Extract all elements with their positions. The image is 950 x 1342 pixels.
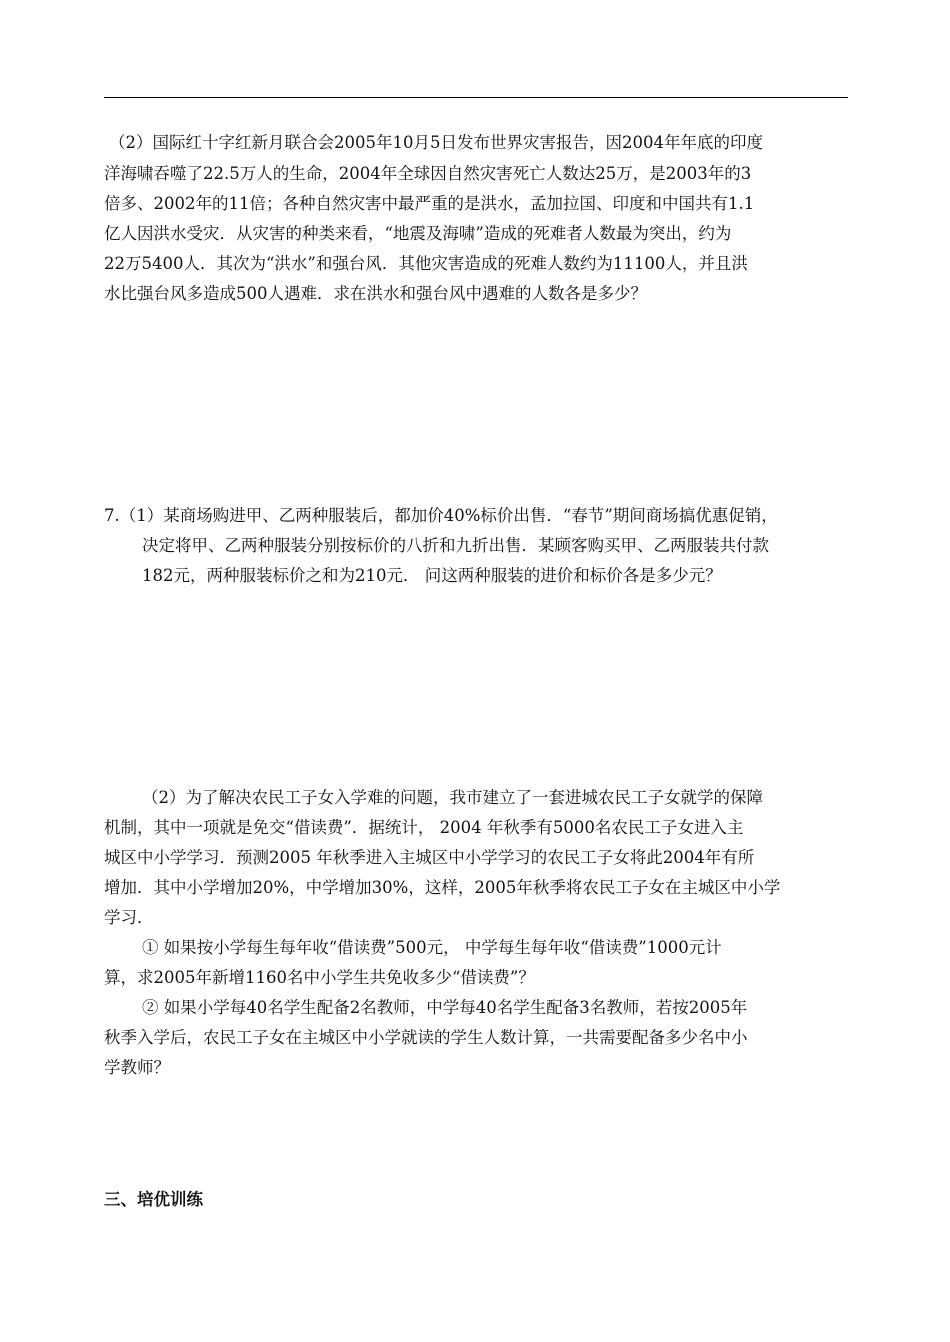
p7-2-line-4: 增加．其中小学增加20%，中学增加30%，这样，2005年秋季将农民工子女在主城区中小学 [104, 878, 781, 897]
header-rule [104, 97, 848, 98]
p7-1-line-1: 7.（1）某商场购进甲、乙两种服装后，都加价40%标价出售．“春节”期间商场搞优惠促销， [104, 506, 778, 525]
p7-2-line-1: （2）为了解决农民工子女入学难的问题，我市建立了一套进城农民工子女就学的保障 [142, 788, 763, 807]
p7-2-subq2-line-3: 学教师？ [104, 1058, 170, 1077]
p6-2-line-2: 洋海啸吞噬了22.5万人的生命，2004年全球因自然灾害死亡人数达25万，是2003年的3 [104, 164, 752, 183]
section-heading: 三、培优训练 [104, 1190, 203, 1209]
p7-1-line-3: 182元，两种服装标价之和为210元． 问这两种服装的进价和标价各是多少元？ [142, 566, 722, 585]
p6-2-line-5: 22万5400人．其次为“洪水”和强台风．其他灾害造成的死难人数约为11100人，并且洪 [104, 254, 748, 273]
p7-1-line-2: 决定将甲、乙两种服装分别按标价的八折和九折出售．某顾客购买甲、乙两服装共付款 [142, 536, 769, 555]
p7-2-line-2: 机制，其中一项就是免交“借读费”．据统计， 2004 年秋季有5000名农民工子女进入主 [104, 818, 744, 837]
p6-2-line-1: （2）国际红十字红新月联合会2005年10月5日发布世界灾害报告，因2004年年底的印度 [109, 133, 763, 152]
p7-2-subq2-line-2: 秋季入学后，农民工子女在主城区中小学就读的学生人数计算，一共需要配备多少名中小 [104, 1028, 748, 1047]
p7-2-line-3: 城区中小学学习．预测2005 年秋季进入主城区中小学学习的农民工子女将此2004年有所 [104, 848, 755, 867]
p7-2-subq1-line-2: 算，求2005年新增1160名中小学生共免收多少“借读费”？ [104, 968, 535, 987]
p6-2-line-6: 水比强台风多造成500人遇难．求在洪水和强台风中遇难的人数各是多少？ [104, 284, 647, 303]
p6-2-line-4: 亿人因洪水受灾．从灾害的种类来看，“地震及海啸”造成的死难者人数最为突出，约为 [104, 224, 732, 243]
p6-2-line-3: 倍多、2002年的11倍；各种自然灾害中最严重的是洪水，孟加拉国、印度和中国共有1.1 [104, 194, 755, 213]
p7-2-line-5: 学习． [104, 908, 154, 927]
p7-2-subq1-line-1: ① 如果按小学每生每年收“借读费”500元， 中学每生每年收“借读费”1000元计 [142, 938, 722, 957]
p7-2-subq2-line-1: ② 如果小学每40名学生配备2名教师，中学每40名学生配备3名教师，若按2005年 [142, 998, 748, 1017]
